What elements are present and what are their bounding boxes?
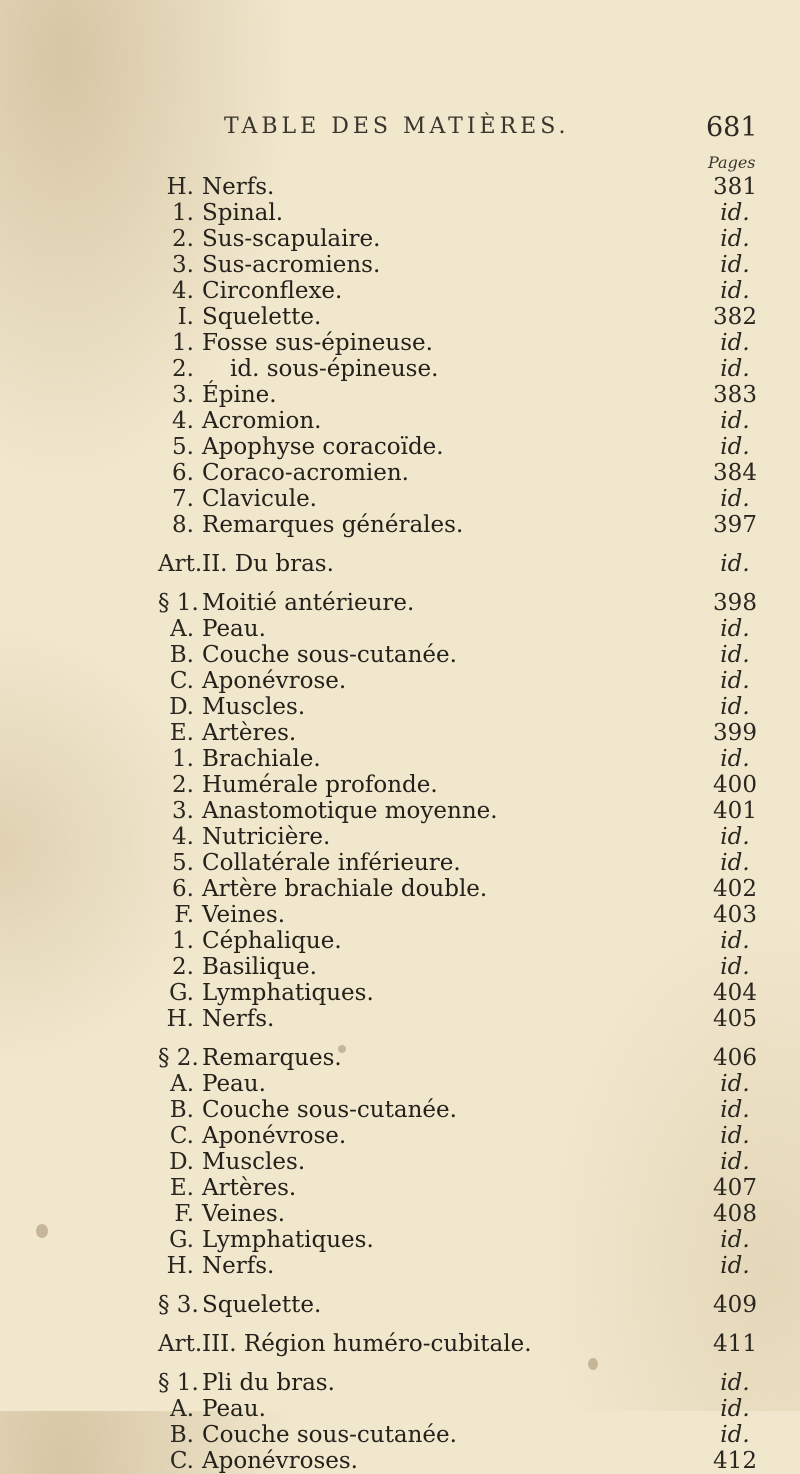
running-head: TABLE DES MATIÈRES. [224,114,570,139]
entry-page-number: 397 [713,512,757,538]
entry-marker: 4. [172,408,194,434]
entry-page-number: 407 [713,1175,757,1201]
entry-page-number: 408 [713,1201,757,1227]
entry-page-number: 406 [713,1045,757,1071]
toc-entry [0,824,800,850]
page-number: 681 [706,112,758,143]
entry-page-number: 398 [713,590,757,616]
entry-marker: F. [174,902,194,928]
entry-marker: 8. [172,512,194,538]
toc-entry [0,746,800,772]
entry-title: Peau. [202,1071,266,1097]
toc-entry [0,590,800,616]
paper-stain [36,1224,48,1238]
entry-marker: B. [169,642,194,668]
entry-title: Aponévroses. [202,1448,358,1474]
entry-page-number: id. [720,356,750,382]
entry-marker: 7. [172,486,194,512]
entry-page-number: id. [720,928,750,954]
toc-entry [0,226,800,252]
entry-page-number: id. [720,486,750,512]
entry-marker: I. [177,304,194,330]
entry-page-number: id. [720,551,750,577]
entry-title: Couche sous-cutanée. [202,642,457,668]
entry-title: Peau. [202,616,266,642]
entry-page-number: 402 [713,876,757,902]
entry-marker: 4. [172,278,194,304]
entry-marker: H. [166,1253,194,1279]
entry-title: Nutricière. [202,824,331,850]
entry-title: Lymphatiques. [202,1227,374,1253]
toc-entry [0,460,800,486]
entry-page-number: 411 [713,1331,757,1357]
entry-page-number: id. [720,642,750,668]
entry-title: Humérale profonde. [202,772,438,798]
entry-title: Couche sous-cutanée. [202,1422,457,1448]
toc-entry [0,434,800,460]
entry-page-number: id. [720,1253,750,1279]
toc-entry [0,772,800,798]
entry-marker: G. [169,980,194,1006]
entry-marker: 3. [172,382,194,408]
toc-entry [0,200,800,226]
entry-marker: F. [174,1201,194,1227]
entry-page-number: 384 [713,460,757,486]
entry-page-number: id. [720,824,750,850]
entry-title: Moitié antérieure. [202,590,415,616]
entry-page-number: id. [720,1071,750,1097]
entry-marker: E. [169,1175,194,1201]
entry-page-number: 399 [713,720,757,746]
toc-entry [0,1396,800,1422]
entry-page-number: id. [720,1370,750,1396]
entry-page-number: id. [720,668,750,694]
entry-page-number: id. [720,1097,750,1123]
entry-marker: 6. [172,460,194,486]
entry-title: II. Du bras. [202,551,334,577]
toc-entry [0,408,800,434]
entry-title: Sus-scapulaire. [202,226,381,252]
entry-title: Muscles. [202,1149,306,1175]
entry-marker: G. [169,1227,194,1253]
entry-page-number: id. [720,616,750,642]
entry-page-number: 404 [713,980,757,1006]
entry-page-number: id. [720,200,750,226]
entry-marker: A. [170,1396,194,1422]
toc-entry [0,642,800,668]
entry-title: Muscles. [202,694,306,720]
entry-marker: § 3. [158,1292,199,1318]
entry-title: Fosse sus-épineuse. [202,330,433,356]
entry-marker: B. [169,1097,194,1123]
toc-entry [0,1149,800,1175]
pages-column-label: Pages [708,153,756,172]
entry-title: Artère brachiale double. [202,876,488,902]
toc-entry [0,1006,800,1032]
entry-page-number: id. [720,1149,750,1175]
toc-entry [0,668,800,694]
entry-title: Acromion. [202,408,322,434]
toc-entry [0,1097,800,1123]
entry-title: Anastomotique moyenne. [202,798,498,824]
entry-title: Basilique. [202,954,317,980]
entry-page-number: id. [720,694,750,720]
entry-title: Céphalique. [202,928,342,954]
entry-marker: § 1. [158,590,199,616]
toc-entry [0,980,800,1006]
entry-marker: 3. [172,252,194,278]
entry-title: Clavicule. [202,486,317,512]
entry-page-number: 409 [713,1292,757,1318]
toc-entry [0,356,800,382]
toc-entry [0,551,800,577]
toc-entry [0,304,800,330]
entry-page-number: id. [720,1396,750,1422]
toc-entry [0,954,800,980]
entry-page-number: id. [720,850,750,876]
toc-entry [0,616,800,642]
toc-entry [0,928,800,954]
entry-page-number: 382 [713,304,757,330]
entry-title: Squelette. [202,1292,322,1318]
entry-title: Brachiale. [202,746,321,772]
entry-title: Nerfs. [202,1006,275,1032]
entry-marker: 1. [172,330,194,356]
entry-title: Collatérale inférieure. [202,850,461,876]
entry-marker: 2. [172,226,194,252]
entry-page-number: id. [720,226,750,252]
entry-marker: 5. [172,434,194,460]
entry-page-number: 401 [713,798,757,824]
entry-title: Nerfs. [202,174,275,200]
entry-marker: D. [169,694,194,720]
entry-marker: Art. [158,1331,203,1357]
entry-page-number: 405 [713,1006,757,1032]
entry-marker: A. [170,616,194,642]
entry-page-number: id. [720,746,750,772]
entry-marker: 6. [172,876,194,902]
entry-title: Lymphatiques. [202,980,374,1006]
toc-entry [0,278,800,304]
entry-title: Apophyse coracoïde. [202,434,444,460]
toc-entry [0,1448,800,1474]
toc-entry [0,512,800,538]
entry-title: Aponévrose. [202,1123,347,1149]
toc-entry [0,1175,800,1201]
entry-page-number: id. [720,330,750,356]
entry-page-number: id. [720,278,750,304]
toc-entry [0,1370,800,1396]
toc-entry [0,1045,800,1071]
entry-marker: § 2. [158,1045,199,1071]
toc-entry [0,1227,800,1253]
entry-title: Sus-acromiens. [202,252,381,278]
entry-title: id. sous-épineuse. [230,356,439,382]
entry-title: Squelette. [202,304,322,330]
entry-title: Spinal. [202,200,284,226]
entry-page-number: id. [720,1123,750,1149]
paper-stain [338,1045,346,1053]
entry-marker: 2. [172,356,194,382]
entry-marker: 1. [172,928,194,954]
entry-page-number: 412 [713,1448,757,1474]
entry-marker: B. [169,1422,194,1448]
entry-page-number: id. [720,408,750,434]
entry-title: III. Région huméro-cubitale. [202,1331,532,1357]
entry-page-number: 381 [713,174,757,200]
entry-page-number: id. [720,1227,750,1253]
entry-marker: H. [166,174,194,200]
entry-page-number: id. [720,1422,750,1448]
toc-entry [0,1071,800,1097]
entry-page-number: 403 [713,902,757,928]
toc-entry [0,1331,800,1357]
toc-entry [0,1253,800,1279]
entry-marker: H. [166,1006,194,1032]
toc-entry [0,252,800,278]
table-of-contents [0,174,800,1474]
toc-entry [0,382,800,408]
toc-entry [0,1292,800,1318]
entry-marker: 3. [172,798,194,824]
toc-entry [0,1422,800,1448]
entry-page-number: id. [720,434,750,460]
toc-entry [0,850,800,876]
toc-entry [0,330,800,356]
entry-title: Couche sous-cutanée. [202,1097,457,1123]
toc-entry [0,1201,800,1227]
entry-marker: C. [169,1448,194,1474]
entry-marker: C. [169,668,194,694]
paper-stain [588,1358,598,1370]
toc-entry [0,694,800,720]
entry-title: Veines. [202,1201,286,1227]
entry-marker: 2. [172,954,194,980]
entry-marker: Art. [158,551,203,577]
entry-title: Peau. [202,1396,266,1422]
toc-entry [0,798,800,824]
toc-entry [0,174,800,200]
entry-page-number: 383 [713,382,757,408]
entry-marker: A. [170,1071,194,1097]
entry-marker: 1. [172,746,194,772]
toc-entry [0,876,800,902]
entry-title: Circonflexe. [202,278,343,304]
entry-title: Veines. [202,902,286,928]
entry-marker: 5. [172,850,194,876]
entry-title: Épine. [202,382,277,408]
entry-title: Nerfs. [202,1253,275,1279]
entry-title: Remarques générales. [202,512,464,538]
entry-page-number: id. [720,954,750,980]
entry-title: Pli du bras. [202,1370,335,1396]
toc-entry [0,902,800,928]
entry-title: Coraco-acromien. [202,460,409,486]
toc-entry [0,486,800,512]
entry-marker: D. [169,1149,194,1175]
entry-marker: E. [169,720,194,746]
entry-title: Remarques. [202,1045,342,1071]
entry-marker: § 1. [158,1370,199,1396]
entry-marker: 2. [172,772,194,798]
toc-entry [0,720,800,746]
entry-title: Artères. [202,1175,297,1201]
entry-page-number: 400 [713,772,757,798]
entry-marker: 1. [172,200,194,226]
toc-entry [0,1123,800,1149]
entry-page-number: id. [720,252,750,278]
entry-marker: 4. [172,824,194,850]
entry-marker: C. [169,1123,194,1149]
entry-title: Aponévrose. [202,668,347,694]
entry-title: Artères. [202,720,297,746]
